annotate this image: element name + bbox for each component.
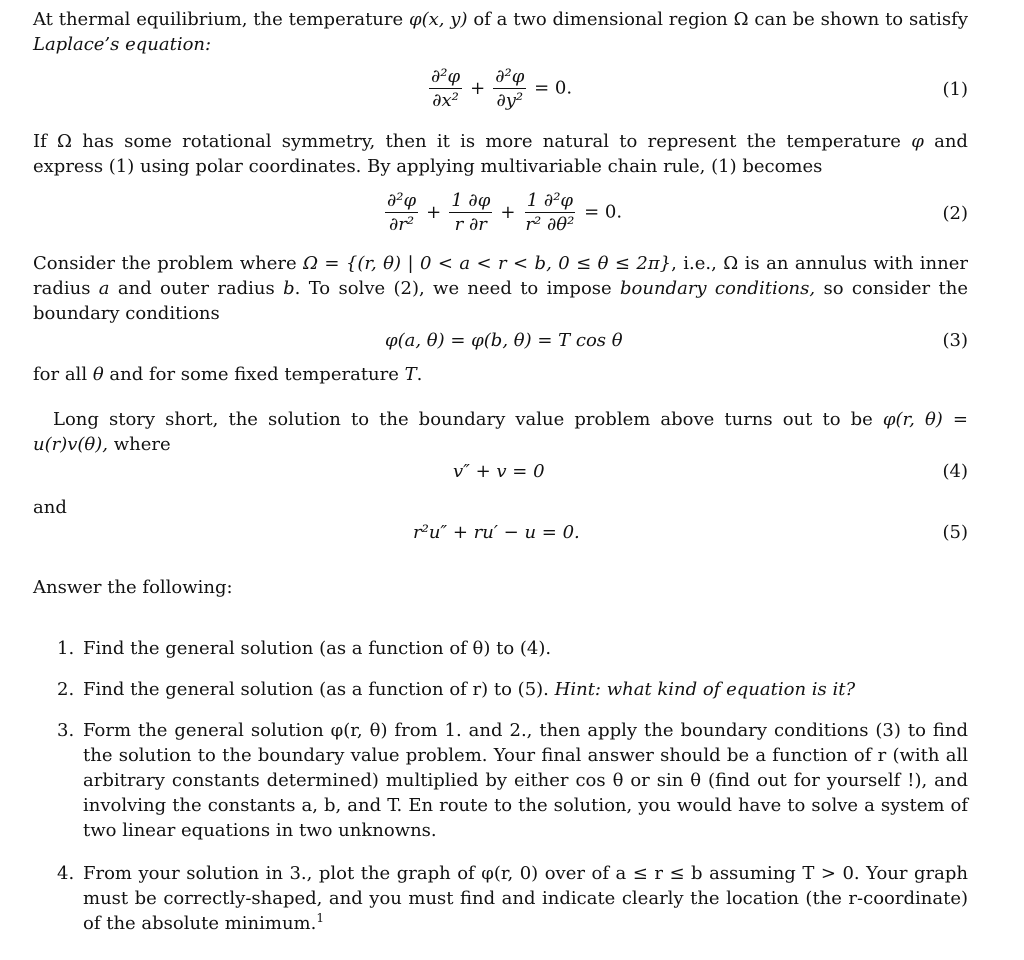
question-list xyxy=(33,636,968,936)
equation-4: v″ + v = 0 (4) xyxy=(453,461,968,482)
equation-number-5: (5) xyxy=(942,522,968,543)
equation-2: $\frac{\text{∂²φ}}{\text{∂r²}}$ + $\frac{1 \partial\varphi}{r \partial r}$ + $\frac{\text{1 ∂²φ}}{\text{r² ∂θ²}}$ = 0. (2) xyxy=(387,190,968,235)
equation-5: r²u″ + ru′ − u = 0. (5) xyxy=(413,522,968,543)
document-page xyxy=(33,7,968,952)
solution-paragraph: Long story short, the solution to the boundary value problem above turns out to be φ(r, θ) = u(r)v(θ), where xyxy=(33,409,968,455)
equation-3: φ(a, θ) = φ(b, θ) = T cos θ (3) xyxy=(385,330,968,351)
question-3: 3. Form the general solution φ(r, θ) from 1. and 2., then apply the boundary conditions (3) to find the solution to the boundary value problem. Your final answer should be a function of r (with all arbitrary constants determined) multiplied by either cos θ or sin θ (find out for yourself !), and involving the constants a, b, and T. En route to the solution, you would have to solve a system of two linear equations in two unknowns. xyxy=(57,720,968,841)
equation-number-3: (3) xyxy=(942,330,968,351)
hint-text: Hint: what kind of equation is it? xyxy=(554,679,856,700)
question-2: 2. Find the general solution (as a function of r) to (5). Hint: what kind of equation is it? xyxy=(57,679,856,700)
polar-paragraph: If Ω has some rotational symmetry, then it is more natural to represent the temperature φ and express (1) using polar coordinates. By applying multivariable chain rule, (1) becomes xyxy=(33,131,968,177)
footnote-mark: 1 xyxy=(316,911,324,925)
for-all-paragraph: for all θ and for some fixed temperature T. xyxy=(33,364,423,385)
equation-number-2: (2) xyxy=(942,203,968,224)
annulus-set: Ω = {(r, θ) | 0 < a < r < b, 0 ≤ θ ≤ 2π} xyxy=(303,253,672,274)
and-text: and xyxy=(33,497,67,518)
laplace-term: Laplace’s equation: xyxy=(33,34,212,55)
equation-1: $\frac{\text{∂²φ}}{\text{∂x²}}$ + $\frac{\text{∂²φ}}{\text{∂y²}}$ = 0. (1) xyxy=(431,66,968,111)
equation-number-1: (1) xyxy=(942,79,968,100)
question-1: 1. Find the general solution (as a function of θ) to (4). xyxy=(57,638,552,659)
equation-number-4: (4) xyxy=(942,461,968,482)
question-4: 4. From your solution in 3., plot the graph of φ(r, 0) over of a ≤ r ≤ b assuming T > 0. Your graph must be correctly-shaped, and you must find and indicate clearly the location (the r-coordinate) of the absolute minimum.$^1$ xyxy=(57,863,968,934)
annulus-paragraph: Consider the problem where Ω = {(r, θ) | 0 < a < r < b, 0 ≤ θ ≤ 2π}, i.e., Ω is an annulus with inner radius a and outer radius b. To solve (2), we need to impose boundary conditions, so consider the boundary conditions xyxy=(33,253,968,324)
answer-heading: Answer the following: xyxy=(33,577,233,598)
phi-xy: φ(x, y) xyxy=(408,9,468,30)
intro-paragraph: At thermal equilibrium, the temperature φ(x, y) of a two dimensional region Ω can be shown to satisfy Laplace’s equation: xyxy=(33,9,968,55)
